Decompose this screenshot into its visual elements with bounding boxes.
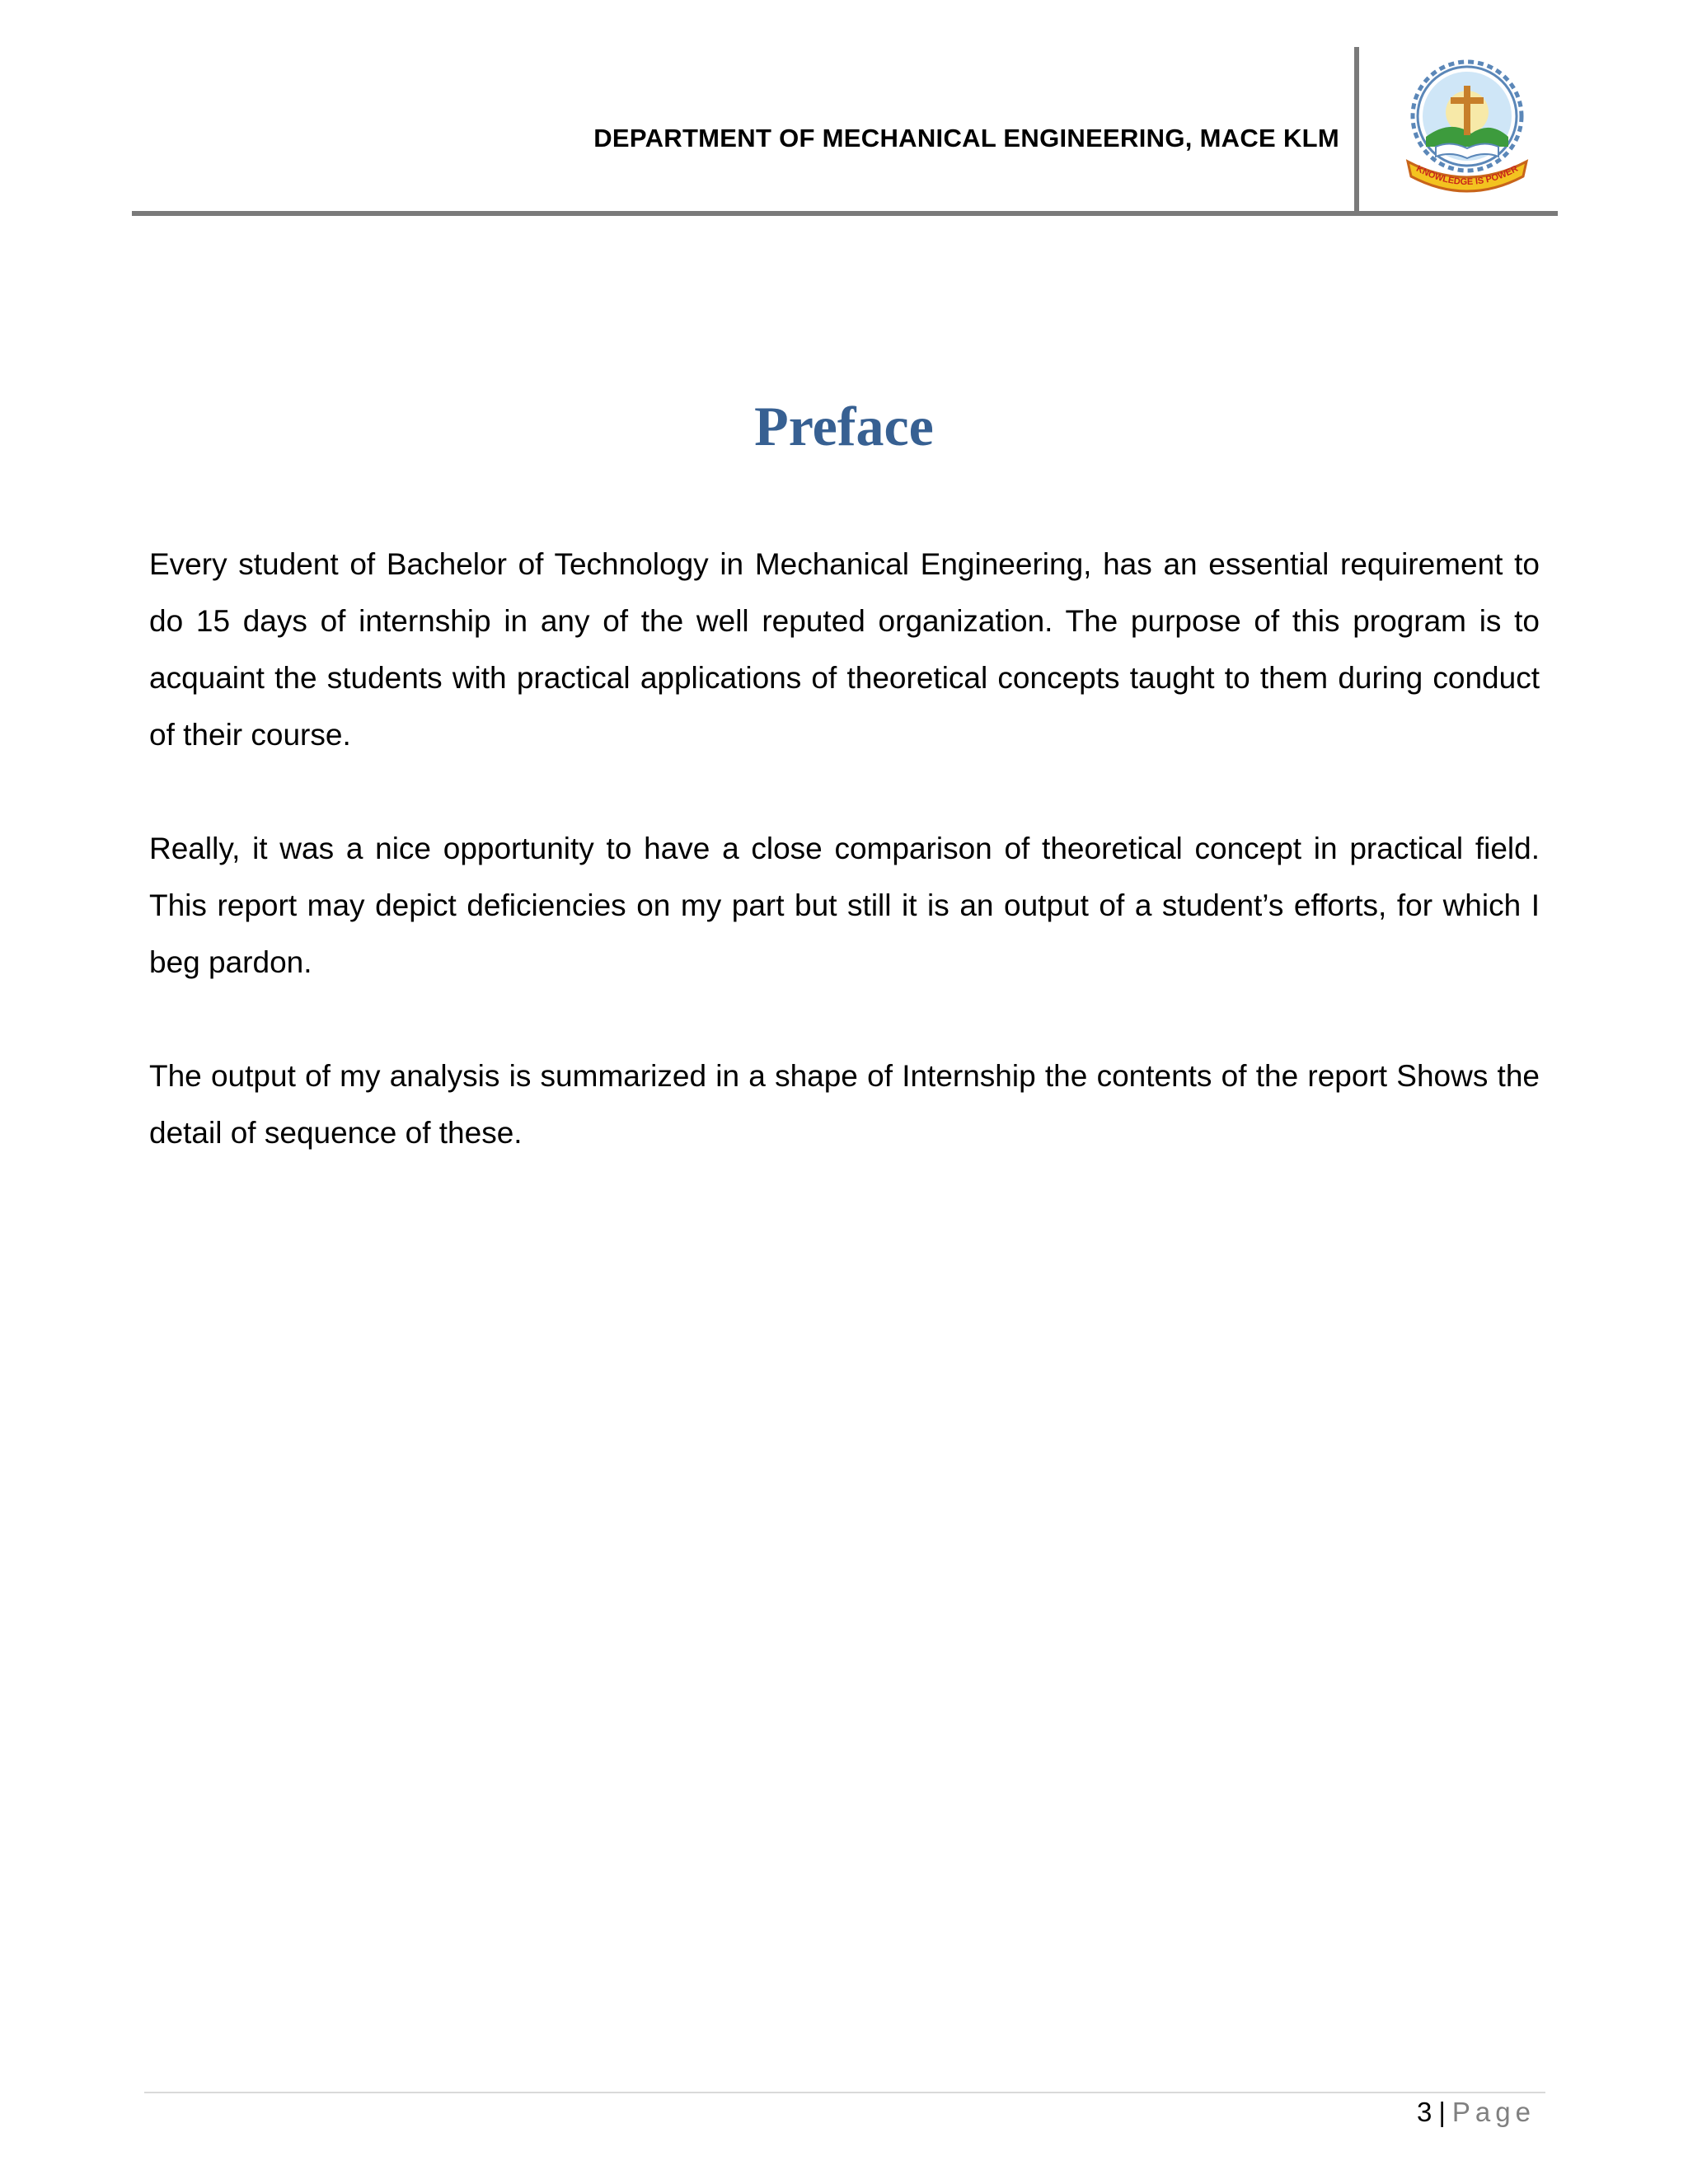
preface-body	[149, 536, 1540, 1218]
logo-motto-text: KNOWLEDGE IS POWER	[1414, 163, 1520, 188]
page-label: Page	[1451, 2097, 1536, 2127]
footer-divider	[144, 2092, 1545, 2093]
page-number: 3	[1416, 2097, 1432, 2127]
paragraph: The output of my analysis is summarized in a shape of Internship the contents of the report Shows the detail of sequence of these.	[149, 1059, 1540, 1150]
page-footer	[1236, 2097, 1536, 2128]
paragraph: Every student of Bachelor of Technology in Mechanical Engineering, has an essential requirement to do 15 days of internship in any of the well reputed organization. The purpose of this program is to acquaint the students with practical applications of theoretical concepts taught to them during conduct of their course.	[149, 547, 1540, 752]
header-vertical-divider	[1354, 47, 1359, 216]
footer-separator: |	[1438, 2097, 1446, 2127]
header-department-title: DEPARTMENT OF MECHANICAL ENGINEERING, MACE KLM	[593, 124, 1339, 152]
paragraph: Really, it was a nice opportunity to have a close comparison of theoretical concept in practical field. This report may depict deficiencies on my part but still it is an output of a student’s efforts, for which I beg pardon.	[149, 832, 1540, 979]
page-title: Preface	[754, 395, 934, 457]
college-logo-icon	[1393, 54, 1541, 203]
header-horizontal-divider	[132, 211, 1558, 216]
